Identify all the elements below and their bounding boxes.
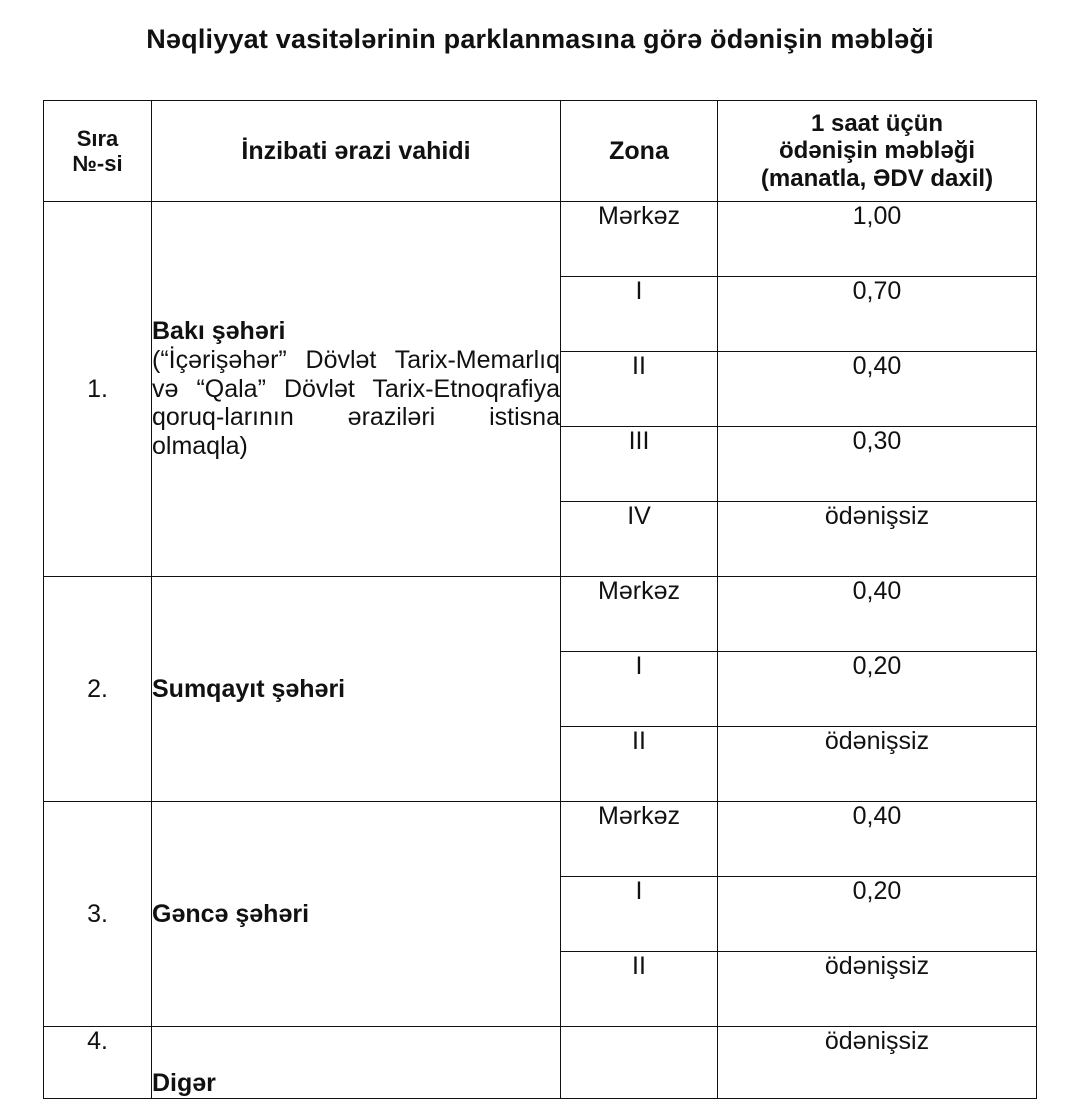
table-row [44, 802, 1037, 877]
document-title: Nəqliyyat vasitələrinin parklanmasına görə ödənişin məbləği [146, 24, 934, 54]
row-number: 4. [44, 1027, 152, 1099]
amount-cell: ödənişsiz [718, 1027, 1037, 1099]
amount-cell: ödənişsiz [718, 502, 1037, 577]
amount-cell: 0,40 [718, 577, 1037, 652]
header-amount-line1: 1 saat üçün [810, 109, 944, 137]
header-row-number [44, 101, 152, 202]
row-number: 2. [44, 577, 152, 802]
header-row-number-line1: Sıra [76, 125, 119, 151]
zone-cell: IV [561, 502, 718, 577]
region-cell [152, 802, 561, 1027]
table-row [44, 577, 1037, 652]
zone-cell: II [561, 952, 718, 1027]
region-cell [152, 202, 561, 577]
header-amount-line2: ödənişin məbləği [778, 137, 976, 165]
header-row-number-line2: №-si [72, 151, 123, 176]
region-cell [152, 577, 561, 802]
region-name: Digər [152, 1069, 216, 1098]
zone-cell: I [561, 877, 718, 952]
region-name: Bakı şəhəri [152, 317, 286, 346]
zone-cell: III [561, 427, 718, 502]
region-note: (“İçərişəhər” Dövlət Tarix-Memarlıq və “Qala” Dövlət Tarix-Etnoqrafiya qoruq-larının əraziləri istisna olmaqla) [152, 345, 560, 461]
amount-cell: ödənişsiz [718, 727, 1037, 802]
amount-cell: 0,70 [718, 277, 1037, 352]
header-amount [718, 101, 1037, 202]
amount-cell: 0,30 [718, 427, 1037, 502]
zone-cell: II [561, 352, 718, 427]
zone-cell [561, 1027, 718, 1099]
region-cell [152, 1027, 561, 1099]
zone-cell: Mərkəz [561, 577, 718, 652]
amount-cell: 0,40 [718, 352, 1037, 427]
table-row [44, 1027, 1037, 1099]
table-header-row [44, 101, 1037, 202]
zone-cell: Mərkəz [561, 802, 718, 877]
zone-cell: I [561, 652, 718, 727]
parking-fee-table [43, 100, 1037, 1099]
table-row [44, 202, 1037, 277]
zone-cell: II [561, 727, 718, 802]
row-number: 1. [44, 202, 152, 577]
zone-cell: I [561, 277, 718, 352]
zone-cell: Mərkəz [561, 202, 718, 277]
header-region: İnzibati ərazi vahidi [152, 101, 561, 202]
amount-cell: 0,20 [718, 877, 1037, 952]
header-zone: Zona [561, 101, 718, 202]
region-name: Gəncə şəhəri [152, 899, 310, 928]
amount-cell: 0,20 [718, 652, 1037, 727]
amount-cell: 0,40 [718, 802, 1037, 877]
amount-cell: ödənişsiz [718, 952, 1037, 1027]
amount-cell: 1,00 [718, 202, 1037, 277]
row-number: 3. [44, 802, 152, 1027]
header-amount-line3: (manatla, ƏDV daxil) [760, 164, 994, 192]
region-name: Sumqayıt şəhəri [152, 674, 346, 703]
